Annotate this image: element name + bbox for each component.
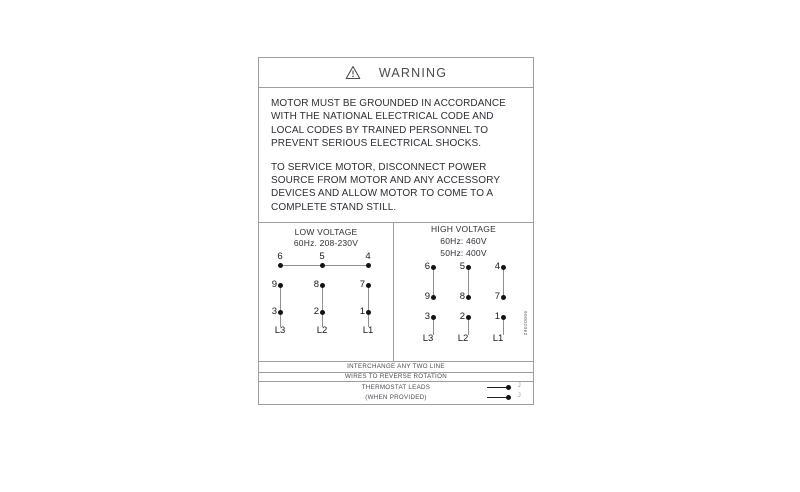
lead-label: J	[517, 393, 521, 399]
low-voltage-rating: 60Hz. 208-230V	[293, 238, 359, 248]
line-label: L3	[422, 333, 434, 344]
line-label: L2	[316, 325, 328, 336]
service-notice-line: SOURCE FROM MOTOR AND ANY ACCESSORY	[271, 175, 501, 187]
terminal-number: 6	[277, 251, 283, 262]
bottom-notes	[259, 362, 533, 404]
terminal-number: 7	[494, 291, 500, 302]
terminal-dot	[320, 263, 325, 268]
terminal-number: 3	[424, 311, 430, 322]
voltage-diagrams-section	[259, 222, 533, 362]
rotation-note-row-1: INTERCHANGE ANY TWO LINE	[259, 362, 533, 373]
warning-title: WARNING	[378, 65, 448, 80]
terminal-dot	[501, 315, 506, 320]
grounding-notice-line: WITH THE NATIONAL ELECTRICAL CODE AND	[271, 111, 494, 123]
rotation-note-row-2: WIRES TO REVERSE ROTATION	[259, 373, 533, 382]
service-notice-line: TO SERVICE MOTOR, DISCONNECT POWER	[271, 161, 487, 173]
service-notice-line: COMPLETE STAND STILL.	[271, 201, 397, 213]
terminal-dot	[431, 315, 436, 320]
connector-line	[468, 267, 469, 297]
terminal-number: 7	[359, 279, 365, 290]
terminal-number: 5	[459, 261, 465, 272]
part-number: 96002062	[523, 311, 528, 336]
terminal-dot	[366, 310, 371, 315]
connector-line	[280, 285, 281, 327]
line-label: L1	[362, 325, 374, 336]
terminal-number: 4	[494, 261, 500, 272]
grounding-notice-line: MOTOR MUST BE GROUNDED IN ACCORDANCE	[271, 98, 506, 109]
low-voltage-title: LOW VOLTAGE	[294, 227, 358, 237]
service-notice-line: DEVICES AND ALLOW MOTOR TO COME TO A	[271, 188, 494, 200]
terminal-number: 3	[271, 306, 277, 317]
warning-triangle-icon	[345, 65, 361, 80]
line-label: L3	[274, 325, 286, 336]
when-provided-text: (WHEN PROVIDED)	[365, 394, 427, 401]
grounding-notice-line: LOCAL CODES BY TRAINED PERSONNEL TO	[271, 124, 489, 136]
connector-line	[433, 267, 434, 297]
line-label: L2	[457, 333, 469, 344]
grounding-notice-line: PREVENT SERIOUS ELECTRICAL SHOCKS.	[271, 138, 482, 150]
terminal-dot	[278, 263, 283, 268]
terminal-dot	[320, 283, 325, 288]
high-voltage-rating-60hz: 60Hz: 460V	[440, 236, 487, 246]
terminal-number: 8	[313, 279, 319, 290]
terminal-dot	[278, 310, 283, 315]
low-voltage-panel	[259, 223, 394, 361]
terminal-number: 1	[494, 311, 500, 322]
terminal-number: 6	[424, 261, 430, 272]
line-label: L1	[492, 333, 504, 344]
thermostat-leads-text: THERMOSTAT LEADS	[361, 384, 431, 391]
terminal-number: 5	[319, 251, 325, 262]
terminal-number: 4	[365, 251, 371, 262]
terminal-number: 9	[424, 291, 430, 302]
terminal-dot	[320, 310, 325, 315]
motor-warning-label	[258, 57, 534, 405]
high-voltage-title: HIGH VOLTAGE	[431, 224, 496, 234]
high-voltage-rating-50hz: 50Hz: 400V	[440, 248, 487, 258]
terminal-dot	[366, 263, 371, 268]
high-voltage-panel	[394, 223, 533, 361]
terminal-number: 2	[313, 306, 319, 317]
terminal-dot	[431, 295, 436, 300]
warning-body-text	[271, 88, 527, 214]
terminal-number: 2	[459, 311, 465, 322]
service-notice	[271, 161, 527, 215]
thermostat-note-row	[259, 382, 533, 404]
terminal-dot	[466, 265, 471, 270]
thermostat-lead-wire-icon	[487, 383, 521, 389]
connector-line	[503, 267, 504, 297]
terminal-dot	[466, 295, 471, 300]
terminal-dot	[431, 265, 436, 270]
grounding-notice	[271, 97, 527, 151]
warning-header	[259, 58, 533, 88]
terminal-dot	[501, 295, 506, 300]
terminal-number: 9	[271, 279, 277, 290]
terminal-number: 8	[459, 291, 465, 302]
terminal-dot	[366, 283, 371, 288]
connector-line	[368, 285, 369, 327]
terminal-number: 1	[359, 306, 365, 317]
terminal-dot	[501, 265, 506, 270]
terminal-dot	[278, 283, 283, 288]
thermostat-lead-wire-icon	[487, 393, 521, 399]
connector-line	[322, 285, 323, 327]
lead-label: J	[517, 383, 521, 389]
terminal-dot	[466, 315, 471, 320]
